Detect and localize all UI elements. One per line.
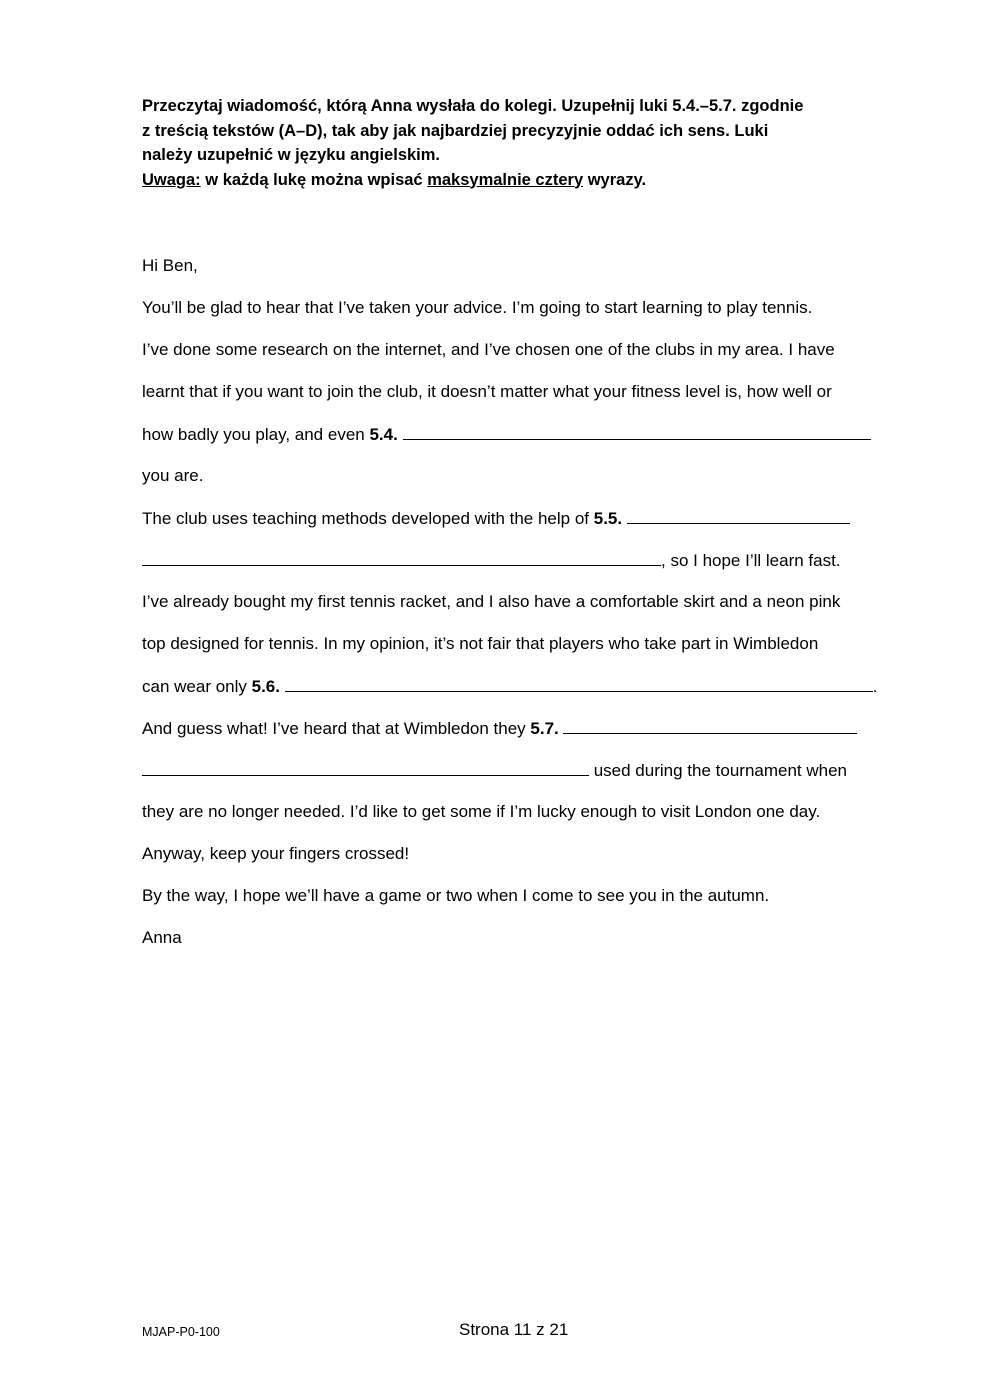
letter-line-gap-5-4: how badly you play, and even 5.4.: [142, 424, 871, 445]
gap-number-5-4: 5.4.: [369, 425, 398, 444]
letter-line-gap-5-6: can wear only 5.6. .: [142, 677, 878, 696]
instructions-line-3: należy uzupełnić w języku angielskim.: [142, 146, 441, 164]
gap-number-5-5: 5.5.: [593, 509, 623, 528]
gap-number-5-6: 5.6.: [251, 677, 280, 696]
letter-signature: Anna: [142, 928, 182, 947]
gap-number-5-7: 5.7.: [530, 719, 559, 738]
exam-code: MJAP-P0-100: [142, 1325, 220, 1339]
letter-line: top designed for tennis. In my opinion, it’s not fair that players who take part in Wimbledon: [142, 634, 819, 653]
answer-blank-5-6[interactable]: [285, 676, 873, 692]
instructions-line-2: z treścią tekstów (A–D), tak aby jak najbardziej precyzyjnie oddać ich sens. Luki: [142, 121, 769, 140]
instructions-line-1: Przeczytaj wiadomość, którą Anna wysłała do kolegi. Uzupełnij luki 5.4.–5.7. zgodnie: [142, 97, 804, 115]
instructions-note: [142, 168, 902, 193]
answer-blank-5-4[interactable]: [403, 424, 871, 440]
letter-line: By the way, I hope we’ll have a game or two when I come to see you in the autumn.: [142, 886, 770, 905]
note-label: Uwaga:: [142, 170, 201, 189]
answer-blank-5-5-part-1[interactable]: [627, 508, 850, 524]
task-instructions: [142, 94, 902, 192]
letter-line: I’ve already bought my first tennis racket, and I also have a comfortable skirt and a neon pink: [142, 592, 841, 611]
letter-line-gap-5-5-cont: , so I hope I’ll learn fast.: [142, 550, 841, 571]
letter-line: you are.: [142, 466, 204, 485]
page-number: Strona 11 z 21: [459, 1320, 569, 1339]
letter-greeting: Hi Ben,: [142, 256, 198, 275]
note-emphasis: maksymalnie cztery: [427, 170, 584, 189]
letter-line: You’ll be glad to hear that I’ve taken your advice. I’m going to start learning to play tennis.: [142, 298, 813, 317]
letter-line-gap-5-5: The club uses teaching methods developed with the help of 5.5.: [142, 508, 850, 529]
note-text: w każdą lukę można wpisać: [200, 170, 428, 189]
letter-line: I’ve done some research on the internet, and I’ve chosen one of the clubs in my area. I have: [142, 340, 835, 359]
answer-blank-5-5-part-2[interactable]: [142, 550, 661, 566]
letter-line: they are no longer needed. I’d like to get some if I’m lucky enough to visit London one day.: [142, 802, 821, 821]
answer-blank-5-7-part-1[interactable]: [563, 718, 857, 734]
answer-blank-5-7-part-2[interactable]: [142, 760, 589, 776]
letter-line: learnt that if you want to join the club, it doesn’t matter what your fitness level is, how well or: [142, 382, 832, 401]
letter-line: Anyway, keep your fingers crossed!: [142, 844, 410, 863]
letter-line-gap-5-7-cont: used during the tournament when: [142, 760, 847, 781]
note-end: wyrazy.: [583, 170, 647, 189]
letter-line-gap-5-7: And guess what! I’ve heard that at Wimbledon they 5.7.: [142, 718, 857, 739]
